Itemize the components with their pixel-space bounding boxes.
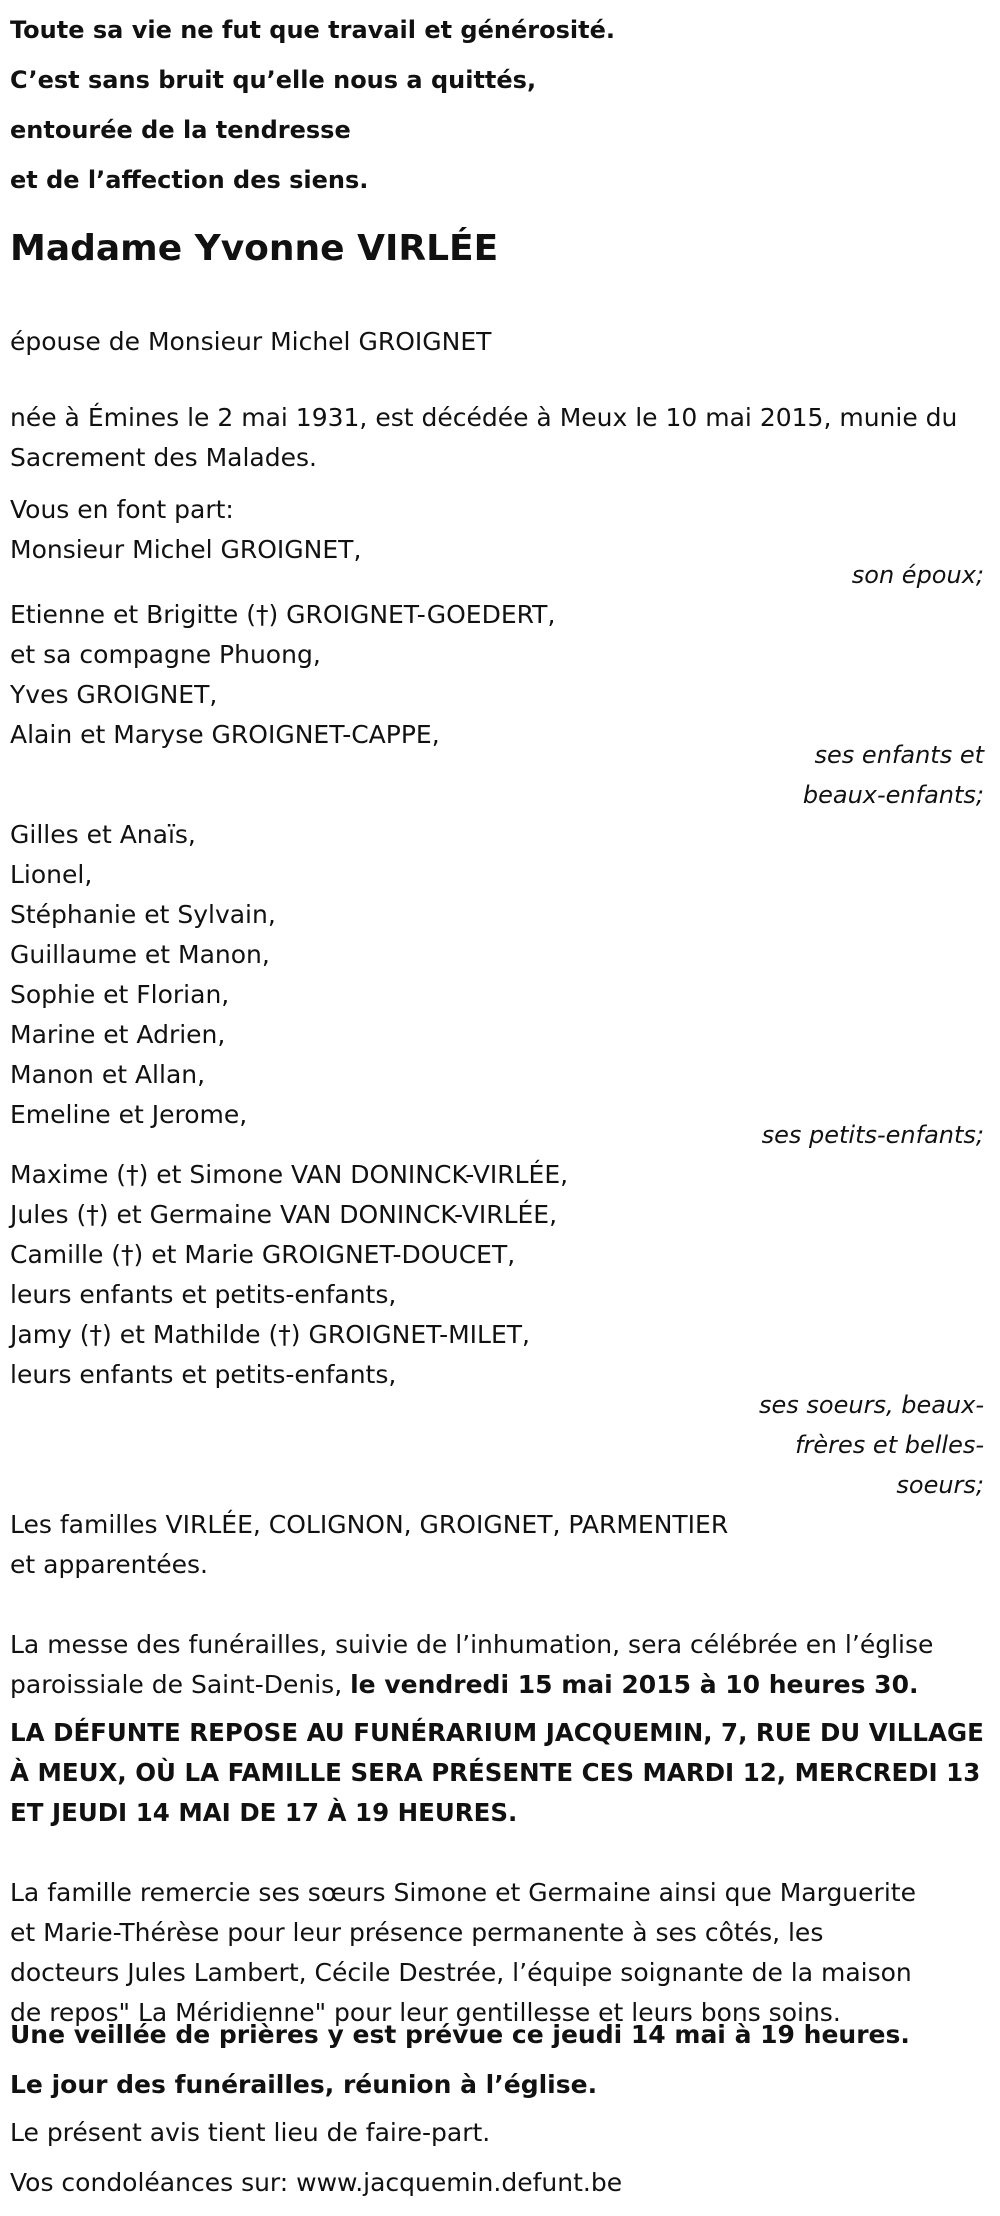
intro-line: C’est sans bruit qu’elle nous a quittés, (10, 66, 537, 94)
family-member: Stéphanie et Sylvain, (10, 900, 276, 929)
grandchildren-list (10, 815, 990, 1135)
faire-part-notice: Le présent avis tient lieu de faire-part. (10, 2118, 491, 2147)
family-member: Manon et Allan, (10, 1060, 206, 1089)
relation-label (10, 555, 990, 595)
relation-line: beaux-enfants; (802, 781, 984, 809)
repose-info (10, 1713, 990, 1833)
family-member: Camille (†) et Marie GROIGNET-DOUCET, (10, 1240, 516, 1269)
funeral-info (10, 1625, 990, 1705)
siblings-list (10, 1155, 990, 1395)
funeral-day-notice: Le jour des funérailles, réunion à l’église. (10, 2070, 598, 2099)
repose-line: ET JEUDI 14 MAI DE 17 À 19 HEURES. (10, 1798, 518, 1827)
relation-line: ses enfants et (814, 741, 984, 769)
family-member: Maxime (†) et Simone VAN DONINCK-VIRLÉE, (10, 1160, 569, 1189)
funeral-date: le vendredi 15 mai 2015 à 10 heures 30. (350, 1670, 919, 1699)
families-line: Les familles VIRLÉE, COLIGNON, GROIGNET, PARMENTIER (10, 1510, 729, 1539)
funeral-line (10, 1665, 990, 1705)
relation-label (10, 735, 990, 815)
family-member: Yves GROIGNET, (10, 680, 218, 709)
thanks-line: de repos" La Méridienne" pour leur gentillesse et leurs bons soins. (10, 1998, 841, 2027)
family-member: Jamy (†) et Mathilde (†) GROIGNET-MILET, (10, 1320, 530, 1349)
family-member: Alain et Maryse GROIGNET-CAPPE, (10, 720, 440, 749)
family-member: Etienne et Brigitte (†) GROIGNET-GOEDERT, (10, 600, 556, 629)
condolences-link[interactable]: Vos condoléances sur: www.jacquemin.defunt.be (10, 2168, 623, 2197)
relation-line: ses soeurs, beaux- (759, 1391, 984, 1419)
family-member: leurs enfants et petits-enfants, (10, 1280, 397, 1309)
thanks-line: docteurs Jules Lambert, Cécile Destrée, l’équipe soignante de la maison (10, 1958, 912, 1987)
birth-death-info (10, 398, 990, 478)
intro-verse (10, 5, 615, 205)
families-list (10, 1505, 990, 1585)
repose-line: À MEUX, OÙ LA FAMILLE SERA PRÉSENTE CES MARDI 12, MERCREDI 13 (10, 1758, 981, 1787)
repose-line: LA DÉFUNTE REPOSE AU FUNÉRARIUM JACQUEMIN, 7, RUE DU VILLAGE (10, 1718, 984, 1747)
family-member: Monsieur Michel GROIGNET, (10, 535, 362, 564)
family-member: Jules (†) et Germaine VAN DONINCK-VIRLÉE, (10, 1200, 558, 1229)
birth-line: née à Émines le 2 mai 1931, est décédée à Meux le 10 mai 2015, munie du (10, 403, 958, 432)
family-member: Gilles et Anaïs, (10, 820, 196, 849)
family-member: Emeline et Jerome, (10, 1100, 248, 1129)
part-intro: Vous en font part: (10, 495, 234, 524)
family-member: leurs enfants et petits-enfants, (10, 1360, 397, 1389)
family-member: Sophie et Florian, (10, 980, 230, 1009)
relation-line: frères et belles- (795, 1431, 984, 1459)
funeral-line: La messe des funérailles, suivie de l’inhumation, sera célébrée en l’église (10, 1630, 934, 1659)
families-line: et apparentées. (10, 1550, 208, 1579)
intro-line: Toute sa vie ne fut que travail et générosité. (10, 16, 615, 44)
family-member: Guillaume et Manon, (10, 940, 270, 969)
family-member: et sa compagne Phuong, (10, 640, 321, 669)
relation-line: ses petits-enfants; (761, 1121, 984, 1149)
funeral-location: paroissiale de Saint-Denis, (10, 1670, 351, 1699)
family-member: Marine et Adrien, (10, 1020, 226, 1049)
intro-line: et de l’affection des siens. (10, 166, 369, 194)
relation-label (10, 1115, 990, 1155)
relation-line: soeurs; (896, 1471, 984, 1499)
family-member: Lionel, (10, 860, 93, 889)
birth-line: Sacrement des Malades. (10, 443, 317, 472)
thanks-line: et Marie-Thérèse pour leur présence permanente à ses côtés, les (10, 1918, 824, 1947)
relation-line: son époux; (851, 561, 984, 589)
intro-line: entourée de la tendresse (10, 116, 351, 144)
deceased-name: Madame Yvonne VIRLÉE (10, 228, 499, 269)
relation-label (10, 1385, 990, 1505)
thanks-line: La famille remercie ses sœurs Simone et Germaine ainsi que Marguerite (10, 1878, 916, 1907)
spouse-line: épouse de Monsieur Michel GROIGNET (10, 327, 492, 356)
children-list (10, 595, 990, 755)
vigil-notice: Une veillée de prières y est prévue ce jeudi 14 mai à 19 heures. (10, 2020, 910, 2049)
thanks-paragraph (10, 1873, 990, 2033)
